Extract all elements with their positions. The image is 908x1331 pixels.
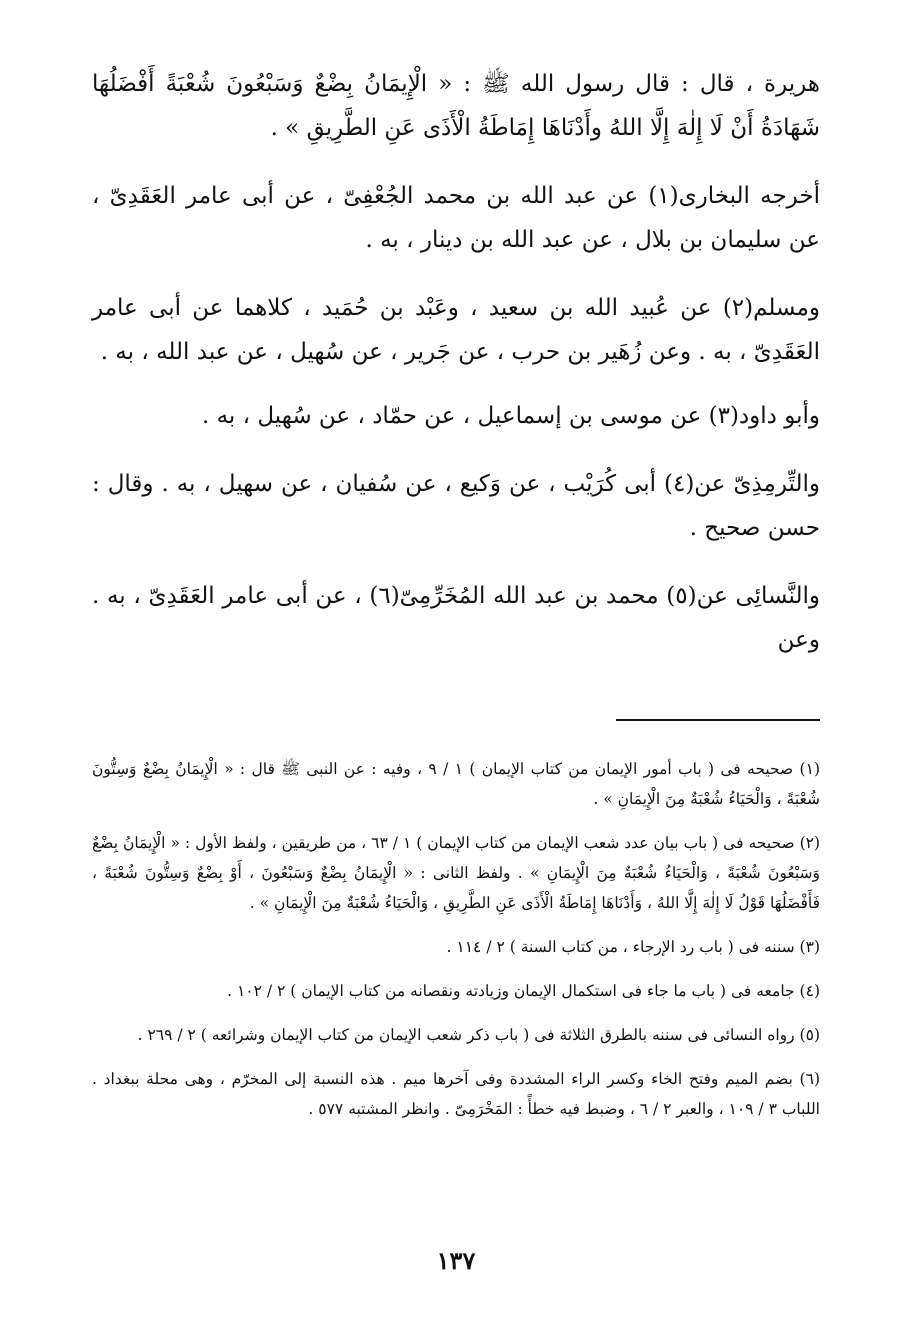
footnote-separator [616, 719, 820, 721]
main-paragraph-3: ومسلم(٢) عن عُبيد الله بن سعيد ، وعَبْد بن حُمَيد ، كلاهما عن أبى عامر العَقَدِىّ ، به . وعن زُهَير بن حرب ، عن جَرير ، عن سُهيل ، عن عبد الله ، به . [92, 295, 820, 365]
main-paragraph-1: هريرة ، قال : قال رسول الله ﷺ : « الْإِيمَانُ بِضْعٌ وَسَبْعُونَ شُعْبَةً أَفْضَلُهَا شَهَادَةُ أَنْ لَا إِلٰهَ إِلَّا اللهُ وأَدْنَاهَا إِمَاطَةُ الْأَذَى عَنِ الطَّرِيقِ » . [92, 71, 820, 141]
main-paragraph-4: وأبو داود(٣) عن موسى بن إسماعيل ، عن حمّاد ، عن سُهيل ، به . [201, 403, 820, 429]
footnote-5: (٥) رواه النسائى فى سننه بالطرق الثلاثة فى ( باب ذكر شعب الإيمان من كتاب الإيمان وشرائعه ) ٢ / ٢٦٩ . [137, 1026, 820, 1044]
main-paragraph-5: والتِّرمِذِىّ عن(٤) أبى كُرَيْب ، عن وَكيع ، عن سُفيان ، عن سهيل ، به . وقال : حسن صحيح . [92, 471, 820, 541]
page-number: ١٣٧ [436, 1246, 476, 1275]
footnote-4: (٤) جامعه فى ( باب ما جاء فى استكمال الإيمان وزيادته ونقصانه من كتاب الإيمان ) ٢ / ١٠٢ . [227, 982, 820, 1000]
main-text [92, 62, 820, 662]
footnote-1: (١) صحيحه فى ( باب أمور الإيمان من كتاب الإيمان ) ١ / ٩ ، وفيه : عن النبى ﷺ قال : « الْإِيمَانُ بِضْعٌ وَسِتُّونَ شُعْبَةً ، وَالْحَيَاءُ شُعْبَةٌ مِنَ الْإِيمَانِ » . [92, 760, 820, 808]
footnote-3: (٣) سننه فى ( باب رد الإرجاء ، من كتاب السنة ) ٢ / ١١٤ . [446, 938, 820, 956]
main-paragraph-2: أخرجه البخارى(١) عن عبد الله بن محمد الجُعْفِىّ ، عن أبى عامر العَقَدِىّ ، عن سليمان بن بلال ، عن عبد الله بن دينار ، به . [92, 183, 820, 253]
footnote-6: (٦) بضم الميم وفتح الخاء وكسر الراء المشددة وفى آخرها ميم . هذه النسبة إلى المخرّم ، وهى محلة ببغداد . اللباب ٣ / ١٠٩ ، والعبر ٢ / ٦ ، وضبط فيه خطأً : المَخْرَمِىّ . وانظر المشتبه ٥٧٧ . [92, 1070, 820, 1118]
footnotes [92, 754, 820, 1138]
footnote-2: (٢) صحيحه فى ( باب بيان عدد شعب الإيمان من كتاب الإيمان ) ١ / ٦٣ ، من طريقين ، ولفظ الأول : « الْإِيمَانُ بِضْعٌ وَسَبْعُونَ شُعْبَةً ، وَالْحَيَاءُ شُعْبَةٌ مِنَ الْإِيمَانِ » . ولفظ الثانى : « الْإِيمَانُ بِضْعٌ وَسَبْعُونَ ، أَوْ بِضْعٌ وَسِتُّونَ شُعْبَةً ، فَأَفْضَلُهَا قَوْلُ لَا إِلٰهَ إِلَّا اللهُ ، وَأَدْنَاهَا إِمَاطَةُ الْأَذَى عَنِ الطَّرِيقِ ، وَالْحَيَاءُ شُعْبَةٌ مِنَ الْإِيمَانِ » . [92, 834, 821, 912]
main-paragraph-6: والنَّسائِى عن(٥) محمد بن عبد الله المُخَرِّمِىّ(٦) ، عن أبى عامر العَقَدِىّ ، به . وعن [92, 583, 821, 653]
book-page [92, 62, 820, 1302]
